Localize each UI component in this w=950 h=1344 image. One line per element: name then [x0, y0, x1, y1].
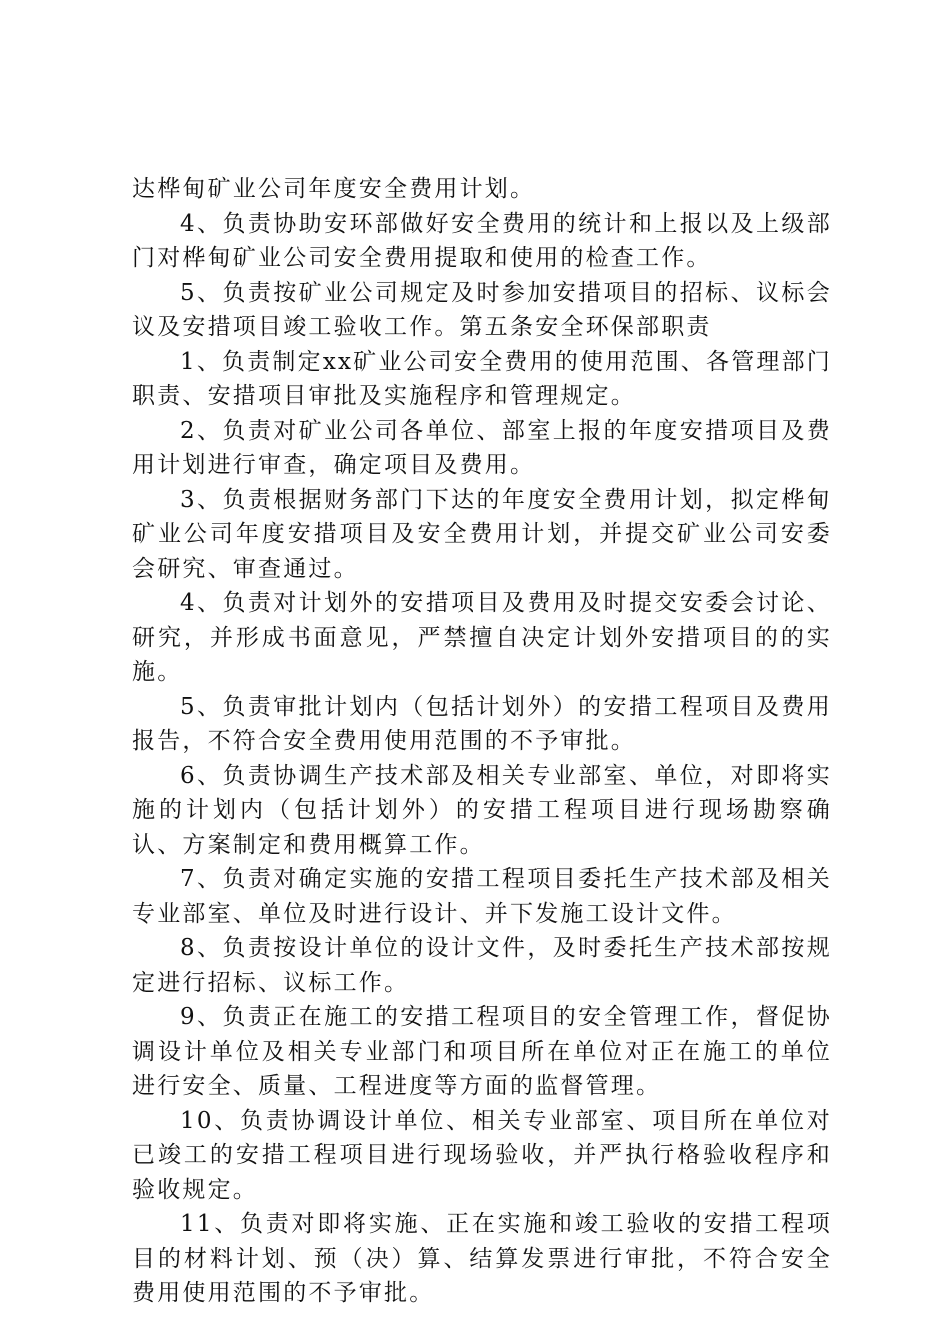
paragraph-item-4-unplanned: 4、负责对计划外的安措项目及费用及时提交安委会讨论、研究，并形成书面意见，严禁擅自决定计划外安措项目的的实施。	[132, 590, 832, 685]
paragraph-item-11-settlement: 11、负责对即将实施、正在实施和竣工验收的安措工程项目的材料计划、预（决）算、结算发票进行审批，不符合安全费用使用范围的不予审批。	[132, 1211, 832, 1306]
paragraph-item-9-supervise: 9、负责正在施工的安措工程项目的安全管理工作，督促协调设计单位及相关专业部门和项目所在单位对正在施工的单位进行安全、质量、工程进度等方面的监督管理。	[132, 1004, 832, 1099]
paragraph-item-5-bidding: 5、负责按矿业公司规定及时参加安措项目的招标、议标会议及安措项目竣工验收工作。第五条安全环保部职责	[132, 279, 832, 340]
paragraph-item-4-assist: 4、负责协助安环部做好安全费用的统计和上报以及上级部门对桦甸矿业公司安全费用提取和使用的检查工作。	[132, 210, 832, 271]
paragraph-item-1-define: 1、负责制定xx矿业公司安全费用的使用范围、各管理部门职责、安措项目审批及实施程序和管理规定。	[132, 348, 832, 409]
paragraph-item-7-design: 7、负责对确定实施的安措工程项目委托生产技术部及相关专业部室、单位及时进行设计、并下发施工设计文件。	[132, 866, 832, 927]
paragraph-item-5-approve: 5、负责审批计划内（包括计划外）的安措工程项目及费用报告，不符合安全费用使用范围的不予审批。	[132, 693, 832, 754]
paragraph-item-2-review: 2、负责对矿业公司各单位、部室上报的年度安措项目及费用计划进行审查，确定项目及费用。	[132, 417, 832, 478]
paragraph-item-8-tender: 8、负责按设计单位的设计文件，及时委托生产技术部按规定进行招标、议标工作。	[132, 935, 832, 996]
paragraph-item-10-acceptance: 10、负责协调设计单位、相关专业部室、项目所在单位对已竣工的安措工程项目进行现场验收，并严执行格验收程序和验收规定。	[132, 1107, 832, 1203]
paragraph-item-6-coordinate: 6、负责协调生产技术部及相关专业部室、单位，对即将实施的计划内（包括计划外）的安措工程项目进行现场勘察确认、方案制定和费用概算工作。	[132, 762, 832, 858]
paragraph-item-3-plan: 3、负责根据财务部门下达的年度安全费用计划，拟定桦甸矿业公司年度安措项目及安全费用计划，并提交矿业公司安委会研究、审查通过。	[132, 486, 832, 582]
document-body	[132, 172, 832, 1311]
paragraph-continuation: 达桦甸矿业公司年度安全费用计划。	[132, 176, 536, 202]
